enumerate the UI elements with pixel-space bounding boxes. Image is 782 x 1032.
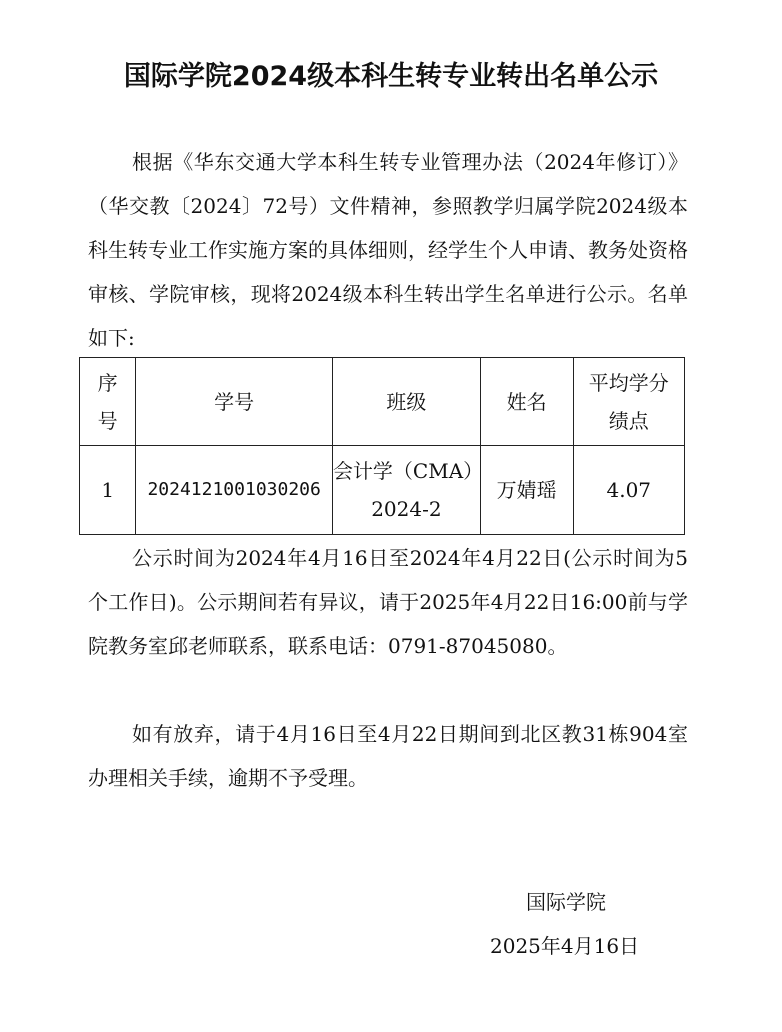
header-student-id: 学号 — [136, 358, 333, 446]
cell-student-id: 2024121001030206 — [136, 446, 333, 535]
cell-class-line2: 2024-2 — [371, 497, 442, 521]
header-name: 姓名 — [480, 358, 573, 446]
page-title: 国际学院2024级本科生转专业转出名单公示 — [123, 61, 659, 92]
signature-org: 国际学院 — [526, 890, 606, 914]
signature-date: 2025年4月16日 — [490, 934, 640, 958]
cell-name: 万婧瑶 — [480, 446, 573, 535]
header-seq — [80, 358, 136, 446]
table-header-row — [80, 358, 685, 446]
header-class: 班级 — [332, 358, 480, 446]
cell-gpa: 4.07 — [573, 446, 685, 535]
header-gpa-text: 平均学分绩点 — [588, 370, 669, 433]
notice-period-paragraph: 公示时间为2024年4月16日至2024年4月22日(公示时间为5个工作日)。公示期间若有异议，请于2025年4月22日16:00前与学院教务室邱老师联系，联系电话：0791-87045080。 — [88, 546, 688, 658]
table-row — [80, 446, 685, 535]
cell-seq: 1 — [80, 446, 136, 535]
cell-class — [332, 446, 484, 535]
cell-class-line1: 会计学（CMA） — [332, 459, 484, 483]
transfer-list-table — [79, 357, 685, 535]
waiver-paragraph: 如有放弃，请于4月16日至4月22日期间到北区教31栋904室办理相关手续，逾期不予受理。 — [88, 722, 688, 790]
intro-paragraph: 根据《华东交通大学本科生转专业管理办法（2024年修订）》（华交教〔2024〕72号）文件精神，参照教学归属学院2024级本科生转专业工作实施方案的具体细则，经学生个人申请、教务处资格审核、学院审核，现将2024级本科生转出学生名单进行公示。名单如下: — [88, 150, 688, 350]
header-gpa — [573, 358, 685, 446]
header-seq-text: 序号 — [97, 370, 118, 433]
